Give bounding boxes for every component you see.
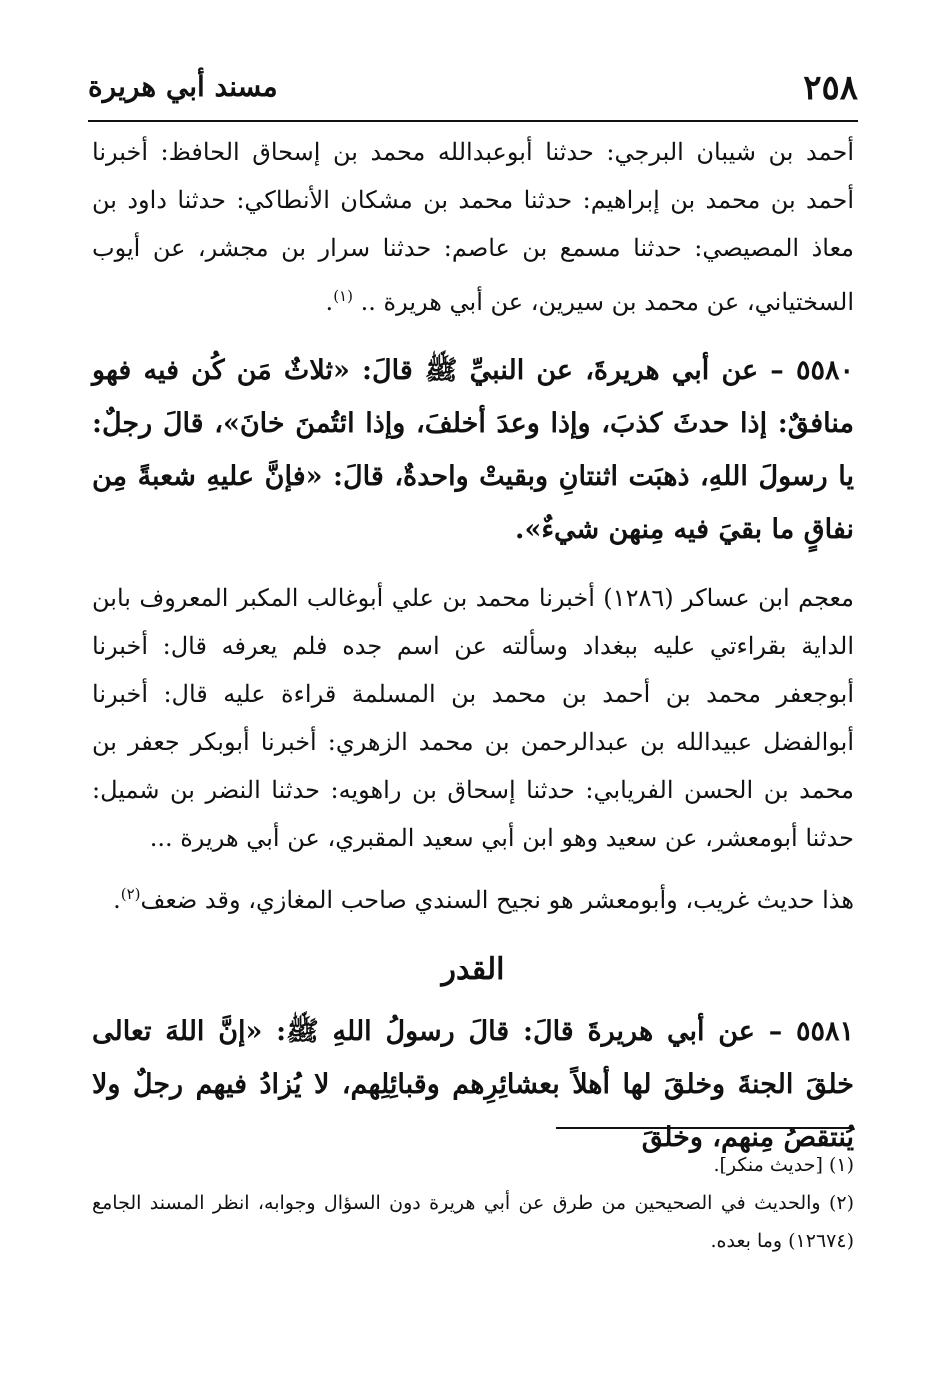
footnotes [92, 1146, 854, 1260]
running-title: مسند أبي هريرة [88, 70, 278, 103]
source-paragraph [92, 574, 854, 862]
source-text: معجم ابن عساكر (١٢٨٦) أخبرنا محمد بن علي أبوغالب المكبر المعروف بابن الداية بقراءتي عليه ببغداد وسألته عن اسم جده فلم يعرفه قال: أخبرنا أبوجعفر محمد بن أحمد بن محمد بن المسلمة قراءة عليه قال: أخبرنا أبوالفضل عبيدالله بن عبدالرحمن بن محمد الزهري: أخبرنا أبوبكر جعفر بن محمد بن الحسن الفريابي: حدثنا إسحاق بن راهويه: حدثنا النضر بن شميل: حدثنا أبومعشر، عن سعيد وهو ابن أبي سعيد المقبري، عن أبي هريرة ... [92, 584, 854, 852]
grading-paragraph: هذا حديث غريب، وأبومعشر هو نجيح السندي صاحب المغازي، وقد ضعف$^{(٢)}$. [113, 885, 854, 914]
footnote-ref-1: (١) [333, 287, 353, 305]
hadith-text-5581: – عن أبي هريرةَ قالَ: قالَ رسولُ اللهِ ﷺ: «إنَّ اللهَ تعالى خلقَ الجنةَ وخلقَ لها أهلاً بعشائِرِهم وقبائِلِهم، لا يُزادُ فيهم رجلٌ ولا يُنتقصُ مِنهم، وخلقَ [92, 1016, 854, 1153]
spacer [92, 326, 854, 344]
hadith-5581 [92, 1005, 854, 1164]
spacer [92, 556, 854, 574]
hadith-number-5580: ٥٥٨٠ [795, 355, 854, 386]
page-header [88, 68, 858, 122]
grading-text: هذا حديث غريب، وأبومعشر هو نجيح السندي صاحب المغازي، وقد ضعف [140, 886, 854, 914]
section-heading: القدر [441, 952, 505, 987]
isnad-text-1: أحمد بن شيبان البرجي: حدثنا أبوعبدالله محمد بن إسحاق الحافظ: أخبرنا أحمد بن محمد بن إبراهيم: حدثنا محمد بن مشكان الأنطاكي: حدثنا داود بن معاذ المصيصي: حدثنا مسمع بن عاصم: حدثنا سرار بن مجشر، عن أيوب السختياني، عن محمد بن سيرين، عن أبي هريرة .. [92, 138, 854, 316]
hadith-text-5580: – عن أبي هريرةَ، عن النبيِّ ﷺ قالَ: «ثلاثٌ مَن كُن فيه فهو منافقٌ: إذا حدثَ كذبَ، وإذا وعدَ أخلفَ، وإذا ائتُمنَ خانَ»، قالَ رجلٌ: يا رسولَ اللهِ، ذهبَت اثنتانِ وبقيتْ واحدةٌ، قالَ: «فإنَّ عليهِ شعبةً مِن نفاقٍ ما بقيَ فيه مِنهن شيءٌ». [92, 355, 854, 545]
footnote-ref-2: (٢) [120, 885, 141, 903]
page-body [92, 128, 854, 1164]
footnote-2: (٢) والحديث في الصحيحين من طرق عن أبي هريرة دون السؤال وجوابه، انظر المسند الجامع (١٢٦٧٤) وما بعده. [92, 1192, 854, 1252]
page-number: ٢٥٨ [803, 68, 858, 108]
footnote-separator [556, 1127, 854, 1129]
isnad-paragraph-1: أحمد بن شيبان البرجي: حدثنا أبوعبدالله محمد بن إسحاق الحافظ: أخبرنا أحمد بن محمد بن إبراهيم: حدثنا محمد بن مشكان الأنطاكي: حدثنا داود بن معاذ المصيصي: حدثنا مسمع بن عاصم: حدثنا سرار بن مجشر، عن أيوب السختياني، عن محمد بن سيرين، عن أبي هريرة .. $^{(١)}$. [92, 138, 854, 316]
hadith-5580 [92, 344, 854, 556]
hadith-number-5581: ٥٥٨١ [795, 1016, 854, 1047]
spacer [92, 862, 854, 870]
footnote-1: (١) [حديث منكر]. [713, 1154, 854, 1176]
